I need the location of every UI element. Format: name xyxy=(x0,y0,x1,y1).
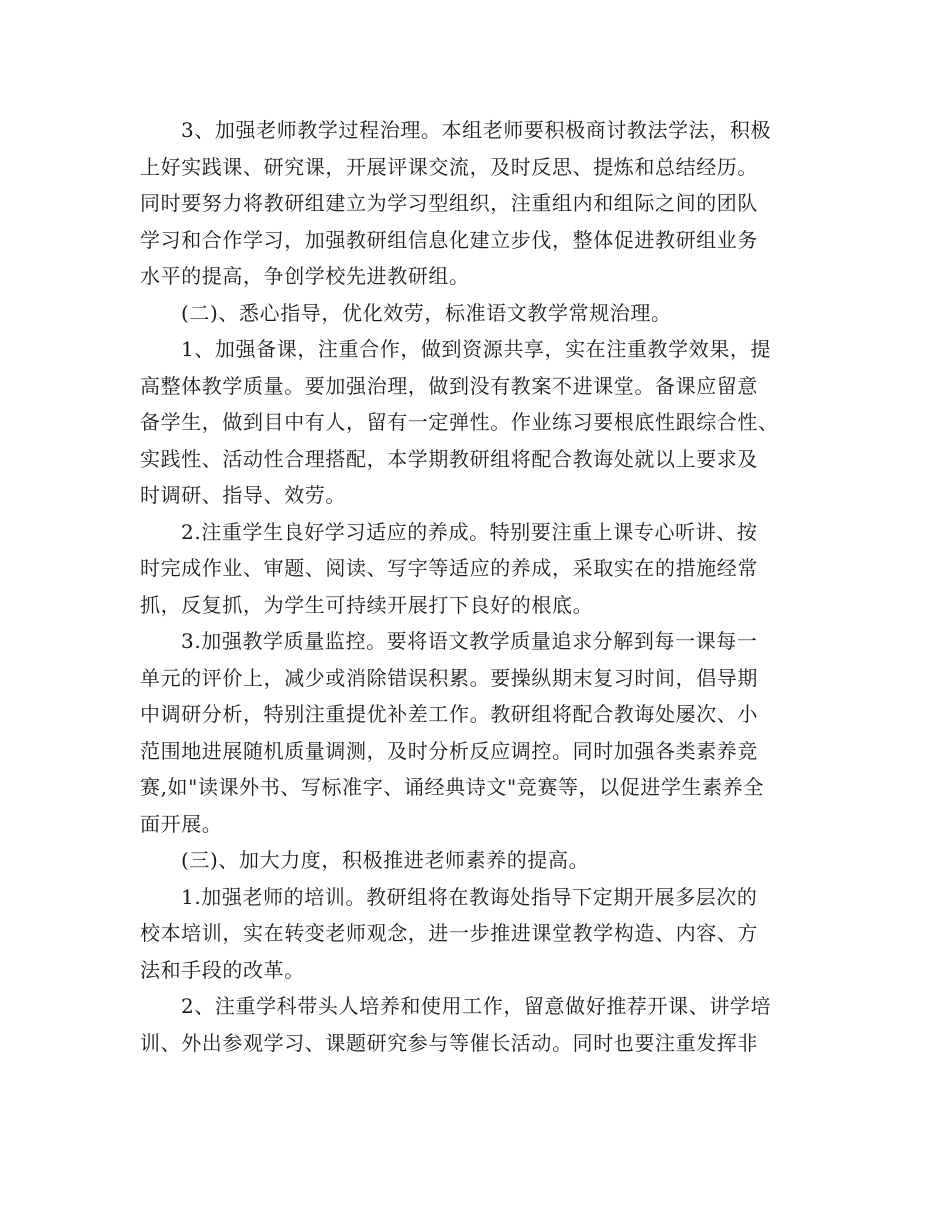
text-line: 学习和合作学习，加强教研组信息化建立步伐，整体促进教研组业务 xyxy=(140,227,758,252)
text-line: (二)、悉心指导，优化效劳，标准语文教学常规治理。 xyxy=(181,300,672,325)
text-line: 中调研分析，特别注重提优补差工作。教研组将配合教诲处屡次、小 xyxy=(140,702,758,726)
text-line: 2、注重学科带头人培养和使用工作，留意做好推荐开课、讲学培 xyxy=(181,994,772,1018)
text-line: 法和手段的改革。 xyxy=(140,957,305,982)
document-body xyxy=(140,112,830,1061)
text-line: 范围地进展随机质量调测，及时分析反应调控。同时加强各类素养竞 xyxy=(140,738,758,763)
text-line: 面开展。 xyxy=(140,811,223,836)
text-line: 上好实践课、研究课，开展评课交流，及时反思、提炼和总结经历。 xyxy=(140,154,758,179)
text-line: 时完成作业、审题、阅读、写字等适应的养成，采取实在的措施经常 xyxy=(140,556,758,580)
text-line: (三)、加大力度，积极推进老师素养的提高。 xyxy=(181,848,590,872)
text-line: 1、加强备课，注重合作，做到资源共享，实在注重教学效果，提 xyxy=(181,337,772,361)
text-line: 时调研、指导、效劳。 xyxy=(140,483,346,507)
text-line: 校本培训，实在转变老师观念，进一步推进课堂教学构造、内容、方 xyxy=(140,921,758,945)
text-line: 赛,如"读课外书、写标准字、诵经典诗文"竞赛等，以促进学生素养全 xyxy=(140,775,764,799)
text-line: 训、外出参观学习、课题研究参与等催长活动。同时也要注重发挥非 xyxy=(140,1030,758,1055)
text-line: 2.注重学生良好学习适应的养成。特别要注重上课专心听讲、按 xyxy=(181,519,758,544)
text-line: 同时要努力将教研组建立为学习型组织，注重组内和组际之间的团队 xyxy=(140,191,758,215)
text-line: 水平的提高，争创学校先进教研组。 xyxy=(140,264,470,288)
text-line: 1.加强老师的培训。教研组将在教诲处指导下定期开展多层次的 xyxy=(181,884,758,909)
text-line: 3.加强教学质量监控。要将语文教学质量追求分解到每一课每一 xyxy=(181,629,758,653)
text-line: 单元的评价上，减少或消除错误积累。要操纵期末复习时间，倡导期 xyxy=(140,665,758,690)
text-line: 备学生，做到目中有人，留有一定弹性。作业练习要根底性跟综合性、 xyxy=(140,410,779,434)
text-line: 抓，反复抓，为学生可持续开展打下良好的根底。 xyxy=(140,592,594,617)
text-line: 3、加强老师教学过程治理。本组老师要积极商讨教法学法，积极 xyxy=(181,118,772,142)
text-line: 实践性、活动性合理搭配，本学期教研组将配合教诲处就以上要求及 xyxy=(140,446,758,471)
text-line: 高整体教学质量。要加强治理，做到没有教案不进课堂。备课应留意 xyxy=(140,373,758,398)
